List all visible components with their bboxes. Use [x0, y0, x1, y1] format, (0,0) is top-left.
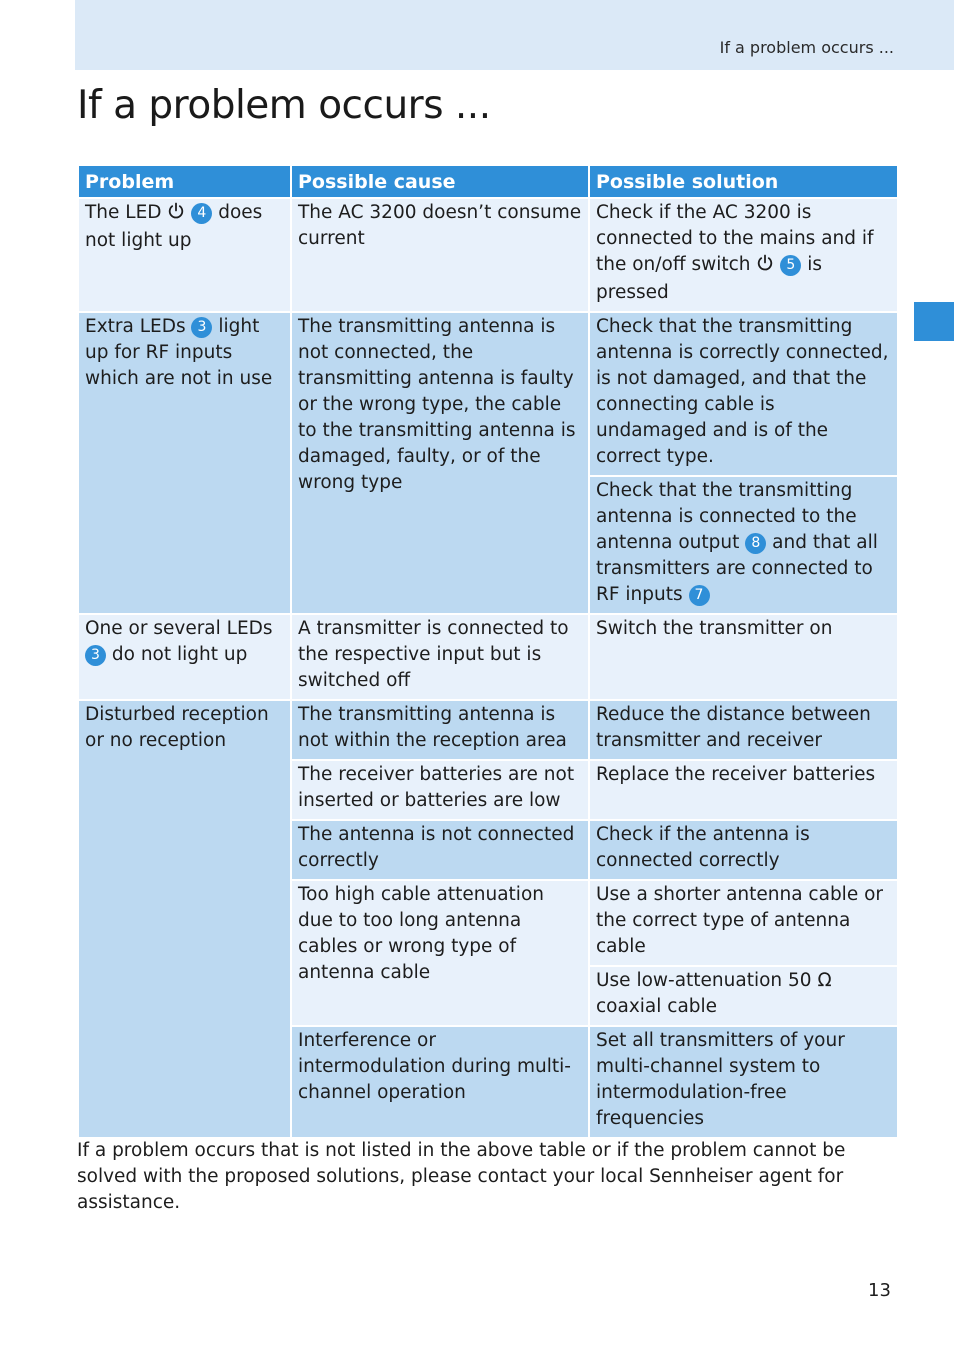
solution-text: Check if the AC 3200 is connected to the mains and if the on/off switch: [596, 202, 874, 275]
cause-cell: A transmitter is connected to the respective input but is switched off: [291, 614, 589, 700]
footer-paragraph: If a problem occurs that is not listed in the above table or if the problem cannot be solved with the proposed solutions, please contact your local Sennheiser agent for assistance.: [77, 1140, 846, 1213]
running-head: If a problem occurs ...: [719, 38, 894, 57]
problem-cell: Disturbed reception or no reception: [78, 700, 291, 1138]
solution-cell: Reduce the distance between transmitter and receiver: [589, 700, 898, 760]
cause-cell: The transmitting antenna is not within the reception area: [291, 700, 589, 760]
cause-cell: The antenna is not connected correctly: [291, 820, 589, 880]
solution-text: and that all transmitters are connected to RF inputs: [596, 532, 878, 605]
cause-cell: Too high cable attenuation due to too long antenna cables or wrong type of antenna cable: [291, 880, 589, 1026]
header-problem: Problem: [78, 165, 291, 198]
power-icon: [756, 254, 774, 280]
cause-cell: The transmitting antenna is not connected, the transmitting antenna is faulty or the wrong type, the cable to the transmitting antenna is damaged, faulty, or of the wrong type: [291, 312, 589, 614]
page-title: If a problem occurs ...: [77, 83, 491, 128]
problem-text: does not light up: [85, 202, 263, 251]
table-row: [78, 614, 898, 700]
cause-cell: The AC 3200 doesn’t consume current: [291, 198, 589, 312]
number-badge: 3: [191, 317, 212, 338]
problem-cell: [78, 198, 291, 312]
power-icon: [167, 202, 185, 228]
solution-cell: Set all transmitters of your multi-channel system to intermodulation-free frequencies: [589, 1026, 898, 1138]
problem-text: do not light up: [111, 644, 248, 665]
table-row: [78, 700, 898, 760]
number-badge: 4: [191, 203, 212, 224]
solution-cell: Check that the transmitting antenna is correctly connected, is not damaged, and that the connecting cable is undamaged and is of the correct type.: [589, 312, 898, 476]
solution-text: is pressed: [596, 254, 822, 303]
table-header-row: [78, 165, 898, 198]
solution-text: Check that the transmitting antenna is connected to the antenna output: [596, 480, 857, 553]
table-row: [78, 198, 898, 312]
header-band: [75, 0, 954, 70]
number-badge: 3: [85, 645, 106, 666]
problem-text: The LED: [85, 202, 162, 223]
problem-cell: [78, 614, 291, 700]
cause-cell: Interference or intermodulation during multi-channel operation: [291, 1026, 589, 1138]
solution-cell: Switch the transmitter on: [589, 614, 898, 700]
solution-cell: Replace the receiver batteries: [589, 760, 898, 820]
problem-cell: [78, 312, 291, 614]
solution-cell: Check if the antenna is connected correctly: [589, 820, 898, 880]
problem-text: light up for RF inputs which are not in use: [85, 316, 273, 389]
table-row: [78, 312, 898, 476]
page-number: 13: [868, 1280, 891, 1301]
section-tab-marker: [914, 302, 954, 341]
number-badge: 8: [745, 533, 766, 554]
problem-text: One or several LEDs: [85, 618, 273, 639]
solution-cell: Use a shorter antenna cable or the correct type of antenna cable: [589, 880, 898, 966]
cause-cell: The receiver batteries are not inserted or batteries are low: [291, 760, 589, 820]
header-possible-cause: Possible cause: [291, 165, 589, 198]
header-possible-solution: Possible solution: [589, 165, 898, 198]
troubleshooting-table: [77, 164, 899, 1139]
solution-cell: Use low-attenuation 50 Ω coaxial cable: [589, 966, 898, 1026]
problem-text: Extra LEDs: [85, 316, 186, 337]
solution-cell: [589, 476, 898, 614]
solution-cell: [589, 198, 898, 312]
number-badge: 7: [689, 585, 710, 606]
number-badge: 5: [780, 255, 801, 276]
